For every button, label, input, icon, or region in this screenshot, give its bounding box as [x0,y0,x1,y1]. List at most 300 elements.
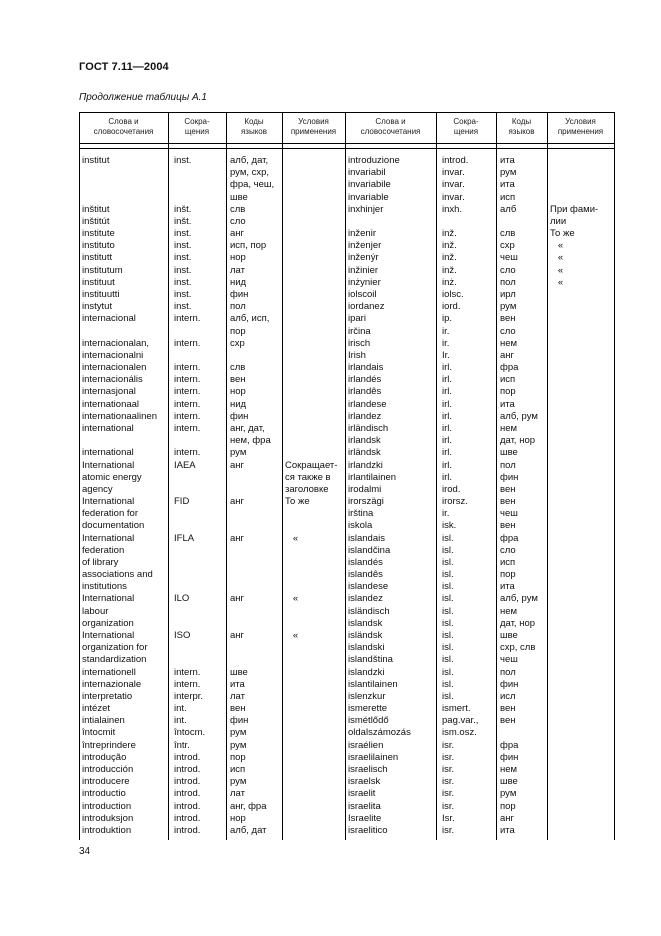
table-cell: isr. [442,739,455,751]
table-cell: inst. [174,301,192,313]
table-cell: irl. [442,386,453,398]
table-cell: israelisch [348,764,388,775]
table-continuation-caption: Продолжение таблицы А.1 [79,92,207,103]
table-cell: ита [230,678,245,690]
table-cell: алб, дат, [230,155,269,166]
table-cell: interpr. [174,690,204,702]
column-rule [79,112,80,840]
column-header: Условия применения [557,117,604,136]
table-cell: iolsc. [442,288,464,300]
table-cell: organization [82,617,134,629]
table-cell: International [82,593,135,605]
table-cell: irština [348,508,374,520]
table-cell: Isr. [442,812,455,824]
table-cell: introd. [174,812,201,824]
column-header: Сокра- щения [184,117,210,136]
table-cell: irlandez [348,410,382,422]
table-cell: international [82,447,134,459]
table-cell: алб, рум [500,410,538,422]
table-cell: pag.var., [442,715,479,727]
header-rule [79,148,615,149]
column-rule [436,112,437,840]
table-cell: instituut [82,276,115,288]
table-cell: inst. [174,252,192,264]
table-cell: israélien [348,739,384,751]
table-cell: irorsz. [442,496,468,508]
table-cell: întreprindere [82,739,136,751]
column-rule [226,112,227,840]
table-cell: inst. [174,240,192,252]
table-cell: irl. [442,435,453,447]
table-cell: irisch [348,337,371,349]
table-cell: заголовке [285,483,329,495]
table-cell: introd. [174,776,201,788]
table-cell: « [550,276,564,288]
table-cell: irl. [442,447,453,459]
table-cell: isr. [442,764,455,775]
table-cell: federation [82,544,125,556]
table-cell: ита [500,824,515,836]
table-cell: нид [230,276,247,288]
table-cell: oldalszámozás [348,727,411,739]
table-cell: islandez [348,593,383,605]
table-cell: isl. [442,532,454,544]
table-cell: introductio [82,788,126,800]
table-cell: « [285,532,299,544]
table-cell: associations and [82,569,153,581]
table-cell: islandčina [348,544,391,556]
table-cell: internacionalen [82,362,147,374]
table-cell: пор [230,325,246,337]
table-cell: нем [500,605,518,617]
table-cell: islandês [348,569,383,581]
table-cell: irl. [442,374,453,386]
table-cell: схр, слв [500,642,536,654]
table-cell: нем [500,764,518,775]
table-cell: isl. [442,581,454,593]
table-cell: organization for [82,642,148,654]
table-cell: ISO [174,630,191,642]
table-cell: рум, схр, [230,167,270,179]
table-cell: intézet [82,703,110,715]
table-cell: isländsk [348,630,383,642]
table-cell: ip. [442,313,453,325]
table-cell: inżynier [348,276,381,288]
table-cell: пол [500,666,516,678]
table-cell: ismerette [348,703,388,715]
table-cell: israelitico [348,824,388,836]
table-cell: То же [285,496,310,508]
table-cell: isk. [442,520,457,532]
table-cell: institutum [82,264,123,276]
table-cell: слв [230,203,246,215]
table-cell: ся также в [285,471,331,483]
table-cell: inst. [174,228,192,240]
table-cell: исп [230,764,246,775]
table-cell: internationell [82,666,136,678]
table-cell: introducere [82,776,130,788]
table-cell: фин [500,751,519,763]
table-cell: isl. [442,642,454,654]
table-cell: нор [230,252,246,264]
table-cell: рум [230,739,247,751]
table-cell: islandais [348,532,385,544]
table-cell: ismétlődő [348,715,389,727]
table-cell: introduction [82,800,132,812]
table-cell: invariabil [348,167,386,179]
table-cell: анг [500,812,514,824]
table-cell: ism.osz. [442,727,477,739]
table-cell: фин [230,288,249,300]
table-cell: ита [500,398,515,410]
table-cell: într. [174,739,190,751]
table-cell: анг [230,593,244,605]
table-cell: ipari [348,313,366,325]
table-cell: isl. [442,556,454,568]
table-cell: анг [230,459,244,471]
table-cell: internacionális [82,374,143,386]
table-cell: invar. [442,191,465,203]
table-cell: алб, исп, [230,313,270,325]
table-cell: israelsk [348,776,381,788]
column-rule [168,112,169,840]
table-cell: islandese [348,581,389,593]
table-cell: вен [500,715,516,727]
table-cell: introd. [442,155,469,166]
table-cell: intern. [174,447,201,459]
table-cell: internacional [82,313,136,325]
table-cell: пор [500,800,516,812]
table-cell: шве [500,447,518,459]
column-header: Коды языков [508,117,535,136]
table-cell: irländisch [348,422,389,434]
table-cell: чеш [500,508,518,520]
table-cell: irl. [442,422,453,434]
table-cell: irlandsk [348,435,381,447]
table-cell: « [285,630,299,642]
table-cell: исп [500,191,516,203]
page-number: 34 [79,846,91,857]
table-cell: documentation [82,520,145,532]
table-cell: isl. [442,544,454,556]
table-cell: invariable [348,191,389,203]
column-rule [496,112,497,840]
table-cell: рум [500,788,517,800]
table-cell: intialainen [82,715,125,727]
table-cell: intern. [174,666,201,678]
table-cell: israelita [348,800,381,812]
table-cell: вен [500,313,516,325]
table-cell: isr. [442,788,455,800]
table-cell: internationaal [82,398,140,410]
table-cell: схр [230,337,245,349]
table-cell: întocmit [82,727,116,739]
table-cell: irorszägi [348,496,384,508]
table-cell: Ir. [442,349,450,361]
table-cell: сло [230,215,246,227]
table-cell: дат, нор [500,435,536,447]
table-cell: сло [500,544,516,556]
table-cell: лат [230,690,245,702]
table-cell: ir. [442,337,450,349]
table-cell: irl. [442,362,453,374]
table-cell: isl. [442,690,454,702]
table-cell: iordanez [348,301,385,313]
table-cell: inženir [348,228,376,240]
table-cell: irlandais [348,362,384,374]
table-cell: introd. [174,788,201,800]
table-cell: При фами- [550,203,599,215]
table-cell: вен [500,520,516,532]
table-cell: islantilainen [348,678,398,690]
document-title: ГОСТ 7.11—2004 [79,61,169,73]
table-cell: International [82,459,135,471]
table-cell: слв [500,228,516,240]
table-cell: исп [500,556,516,568]
column-header: Слова и словосочетания [93,117,154,136]
table-cell: ismert. [442,703,471,715]
table-cell: inž. [442,252,457,264]
table-cell: introduksjon [82,812,134,824]
table-cell: рум [230,727,247,739]
table-cell: isl. [442,593,454,605]
table-cell: instituutti [82,288,120,300]
table-cell: inxh. [442,203,463,215]
table-cell: irl. [442,410,453,422]
table-cell: ирл [500,288,516,300]
table-cell: inžinier [348,264,379,276]
table-cell: irl. [442,471,453,483]
table-cell: irlandese [348,398,387,410]
table-cell: instituto [82,240,115,252]
column-rule [547,112,548,840]
table-cell: irlandés [348,374,382,386]
table-cell: Israelite [348,812,382,824]
table-cell: israelilainen [348,751,399,763]
table-cell: intern. [174,678,201,690]
column-header: Условия применения [290,117,337,136]
table-cell: фра, чеш, [230,179,275,191]
table-cell: isr. [442,751,455,763]
table-cell: пор [500,386,516,398]
table-cell: Irish [348,349,366,361]
table-cell: вен [230,703,246,715]
table-cell: анг [230,630,244,642]
table-cell: International [82,496,135,508]
table-cell: instytut [82,301,113,313]
table-cell: intern. [174,374,201,386]
table-cell: irl. [442,398,453,410]
table-cell: схр [500,240,515,252]
column-rule [345,112,346,840]
table-cell: ита [500,179,515,191]
table-cell: inštitut [82,203,110,215]
table-cell: israelit [348,788,376,800]
table-cell: invariabile [348,179,391,191]
table-cell: фра [500,362,519,374]
table-cell: intern. [174,313,201,325]
table-cell: isl. [442,630,454,642]
table-cell: standardization [82,654,147,666]
table-cell: inst. [174,276,192,288]
table-cell: International [82,532,135,544]
table-cell: introd. [174,824,201,836]
table-cell: institut [82,155,110,166]
table-cell: atomic energy [82,471,142,483]
table-cell: isl. [442,617,454,629]
table-cell: рум [500,301,517,313]
table-cell: agency [82,483,113,495]
table-cell: int. [174,703,187,715]
table-cell: intern. [174,362,201,374]
table-cell: isl. [442,654,454,666]
table-cell: нем [500,337,518,349]
table-cell: introducción [82,764,134,775]
table-cell: islandés [348,556,383,568]
table-cell: inženjer [348,240,382,252]
table-cell: нор [230,386,246,398]
table-cell: invar. [442,167,465,179]
table-cell: inšt. [174,203,192,215]
table-cell: international [82,422,134,434]
table-cell: internacionalni [82,349,144,361]
table-cell: IFLA [174,532,195,544]
table-cell: IAEA [174,459,196,471]
table-cell: анг [500,349,514,361]
table-cell: То же [550,228,575,240]
table-cell: irod. [442,483,461,495]
table-cell: алб, дат [230,824,267,836]
column-header: Сокра- щения [453,117,479,136]
table-cell: inst. [174,288,192,300]
table-cell: рум [230,447,247,459]
table-cell: International [82,630,135,642]
table-cell: шве [230,191,248,203]
table-cell: islandzki [348,666,385,678]
table-cell: institutions [82,581,127,593]
table-cell: ir. [442,325,450,337]
table-cell: isl. [442,569,454,581]
table-cell: исл [500,690,516,702]
table-cell: intern. [174,398,201,410]
table-cell: « [550,264,564,276]
table-cell: ита [500,581,515,593]
table-cell: inst. [174,264,192,276]
table-cell: iolscoil [348,288,377,300]
table-cell: intern. [174,410,201,422]
table-cell: isr. [442,800,455,812]
table-cell: вен [500,703,516,715]
table-cell: labour [82,605,109,617]
table-cell: исп, пор [230,240,267,252]
table-cell: of library [82,556,119,568]
table-cell: фра [500,532,519,544]
table-cell: inž. [442,228,457,240]
table-cell: анг, фра [230,800,267,812]
table-cell: intern. [174,337,201,349]
table-cell: анг [230,228,244,240]
table-cell: ILO [174,593,190,605]
table-cell: вен [230,374,246,386]
table-cell: вен [500,483,516,495]
table-cell: нид [230,398,247,410]
table-cell: isl. [442,605,454,617]
table-cell: вен [500,496,516,508]
table-cell: irlandês [348,386,382,398]
table-cell: isr. [442,824,455,836]
table-cell: фин [500,678,519,690]
table-cell: « [550,240,564,252]
table-cell: слв [230,362,246,374]
table-cell: isländisch [348,605,390,617]
table-cell: inštitút [82,215,110,227]
table-cell: islenzkur [348,690,386,702]
table-cell: дат, нор [500,617,536,629]
table-cell: шве [230,666,248,678]
table-cell: лат [230,788,245,800]
table-cell: inšt. [174,215,192,227]
column-rule [282,112,283,840]
table-cell: фин [230,410,249,422]
table-cell: inst. [174,155,192,166]
table-cell: рум [230,776,247,788]
table-cell: алб, рум [500,593,538,605]
table-cell: шве [500,776,518,788]
table-cell: рум [500,167,517,179]
table-cell: фра [500,739,519,751]
table-cell: isr. [442,776,455,788]
table-cell: islandština [348,654,393,666]
table-cell: isl. [442,678,454,690]
table-cell: institutt [82,252,113,264]
column-header: Слова и словосочетания [360,117,421,136]
table-cell: лии [550,215,567,227]
table-cell: introd. [174,751,201,763]
table-cell: islandsk [348,617,383,629]
table-cell: islandski [348,642,385,654]
table-cell: фин [230,715,249,727]
table-cell: ита [500,155,515,166]
table-cell: întocm. [174,727,206,739]
table-cell: introduktion [82,824,132,836]
table-cell: анг [230,532,244,544]
table-cell: исп [500,374,516,386]
table-cell: пол [230,301,246,313]
table-cell: irländsk [348,447,381,459]
table-cell: irodalmi [348,483,382,495]
table-cell: iord. [442,301,461,313]
table-cell: « [550,252,564,264]
table-cell: FID [174,496,190,508]
table-cell: Сокращает- [285,459,338,471]
table-cell: introduzione [348,155,400,166]
table-cell: inž. [442,240,457,252]
table-cell: irlandzki [348,459,383,471]
table-cell: пор [230,751,246,763]
table-cell: intern. [174,422,201,434]
table-cell: int. [174,715,187,727]
table-cell: irčina [348,325,371,337]
table-cell: чеш [500,654,518,666]
table-cell: шве [500,630,518,642]
table-cell: internasjonal [82,386,136,398]
table-cell: анг, дат, [230,422,265,434]
table-cell: intern. [174,386,201,398]
table-cell: internationaalinen [82,410,158,422]
table-cell: нор [230,812,246,824]
table-cell: inženýr [348,252,379,264]
table-cell: interpretatio [82,690,133,702]
